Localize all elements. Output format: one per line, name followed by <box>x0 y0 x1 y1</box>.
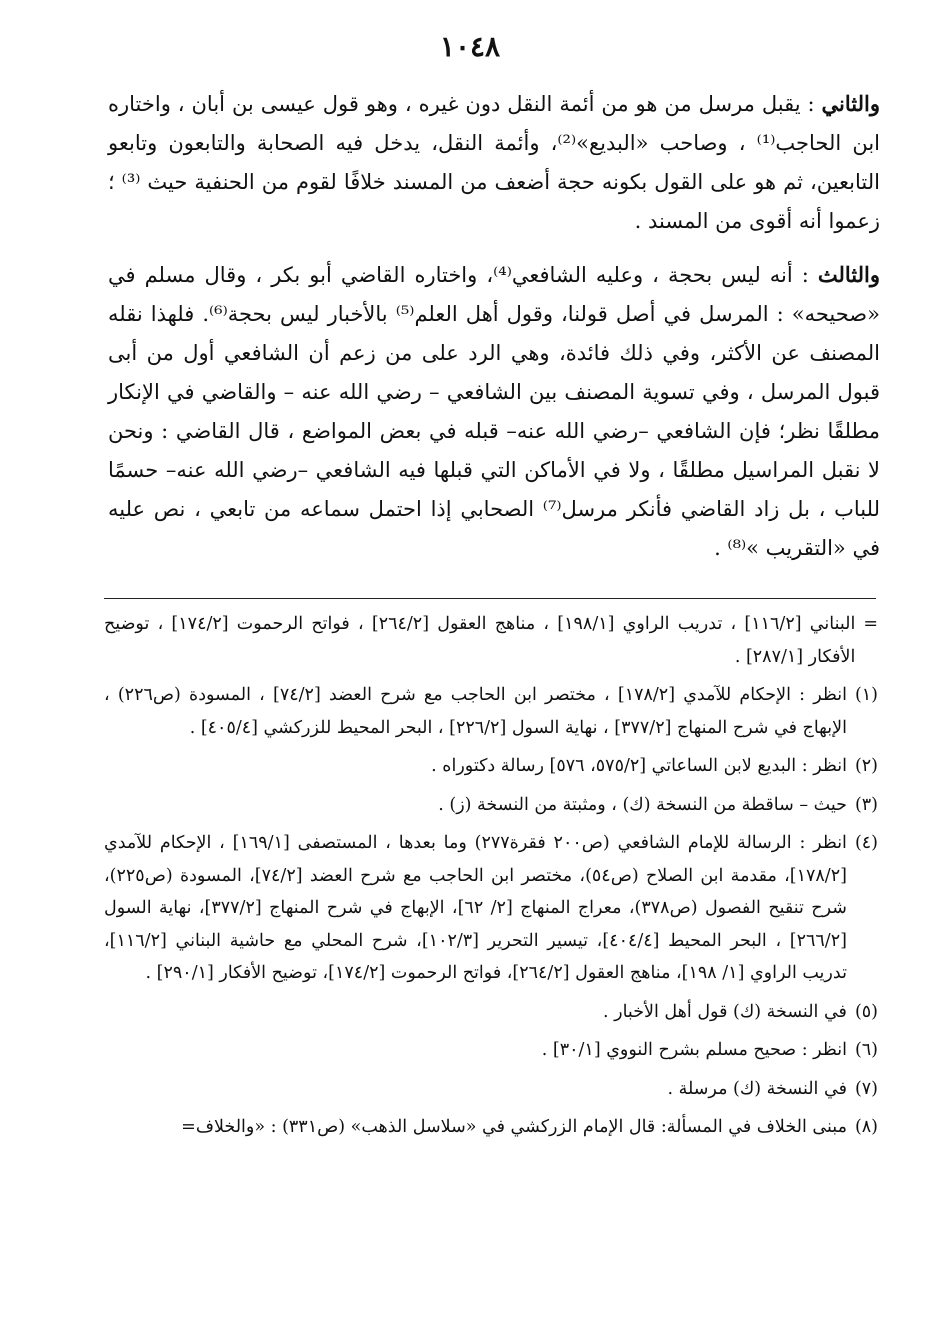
footnote-8 <box>104 1111 878 1144</box>
footnote-text: في النسخة (ك) مرسلة . <box>667 1078 847 1099</box>
footnote-6 <box>104 1034 878 1067</box>
footnote-number: (١) <box>854 685 878 705</box>
footnote-number: (٧) <box>854 1078 878 1099</box>
page-number: ١٠٤٨ <box>439 30 501 63</box>
footnote-text: انظر : البديع لابن الساعاتي [٥٧٥/٢، ٥٧٦] رسالة دكتوراه . <box>431 756 847 776</box>
footnote-number: (٣) <box>854 794 878 815</box>
footnote-4 <box>104 827 878 990</box>
footnote-1 <box>104 679 878 744</box>
footnote-7 <box>104 1073 878 1106</box>
footnote-text: انظر : الرسالة للإمام الشافعي (ص٢٠٠ فقرة٢٧٧) وما بعدها ، المستصفى [١٦٩/١] ، الإحكام للآمدي [١٧٨/٢]، مقدمة ابن الصلاح (ص٥٤)، مختصر ابن الحاجب مع شرح العضد [٧٤/٢]، المسودة (ص٢٢٥)، شرح تنقيح الفصول (ص٣٧٨)، معراج المنهاج [٢/ ٦٢]، الإبهاج في شرح المنهاج [٣٧٧/٢]، نهاية السول [٢٦٦/٢] ، البحر المحيط [٤٠٤/٤]، تيسير التحرير [١٠٢/٣]، شرح المحلي مع حاشية البناني [١١٦/٢]، تدريب الراوي [١/ ١٩٨]، مناهج العقول [٢٦٤/٢]، فواتح الرحموت [١٧٤/٢]، توضيح الأفكار [٢٩٠/١] . <box>104 833 847 983</box>
footnote-continuation <box>104 608 878 673</box>
footnote-text: انظر : الإحكام للآمدي [١٧٨/٢] ، مختصر ابن الحاجب مع شرح العضد [٧٤/٢] ، المسودة (ص٢٢٦) ، الإبهاج في شرح المنهاج [٣٧٧/٢] ، نهاية السول [٢٢٦/٢] ، البحر المحيط للزركشي [٤٠٥/٤] . <box>104 685 847 738</box>
footnote-number: = <box>863 614 878 634</box>
footnote-number: (٨) <box>854 1117 878 1137</box>
main-text <box>108 84 880 582</box>
paragraph-body: : يقبل مرسل من هو من أئمة النقل دون غيره ، وهو قول عيسى بن أبان ، واختاره ابن الحاجب⁽¹⁾ ، وصاحب «البديع»⁽²⁾، وأئمة النقل، يدخل فيه الصحابة والتابعون وتابعو التابعين، ثم هو على القول بكونه حجة أضعف من المسند خلافًا لقوم من الحنفية حيث ⁽³⁾ ؛ زعموا أنه أقوى من المسند . <box>108 92 880 233</box>
footnote-number: (٤) <box>854 833 878 853</box>
footnote-text: مبنى الخلاف في المسألة: قال الإمام الزركشي في «سلاسل الذهب» (ص٣٣١) : «والخلاف= <box>181 1117 847 1137</box>
footnote-number: (٢) <box>854 756 878 776</box>
footnote-2 <box>104 750 878 783</box>
footnote-number: (٥) <box>854 1001 878 1022</box>
footnote-divider <box>104 598 876 599</box>
paragraph-second <box>108 84 880 241</box>
paragraph-body: : أنه ليس بحجة ، وعليه الشافعي⁽⁴⁾، واختاره القاضي أبو بكر ، وقال مسلم في «صحيحه» : المرسل في أصل قولنا، وقول أهل العلم⁽⁵⁾ بالأخبار ليس بحجة⁽⁶⁾. فلهذا نقله المصنف عن الأكثر، وفي ذلك فائدة، وهي الرد على من زعم أن الشافعي أول من أبى قبول المرسل ، وفي تسوية المصنف بين الشافعي – رضي الله عنه – والقاضي في الإنكار مطلقًا نظر؛ فإن الشافعي –رضي الله عنه– قبله في بعض المواضع ، قال القاضي : ونحن لا نقبل المراسيل مطلقًا ، ولا في الأماكن التي قبلها فيه الشافعي –رضي الله عنه– حسمًا للباب ، بل زاد القاضي فأنكر مرسل⁽⁷⁾ الصحابي إذا احتمل سماعه من تابعي ، نص عليه في «التقريب »⁽⁸⁾ . <box>108 263 880 560</box>
footnote-3 <box>104 789 878 822</box>
footnotes <box>104 608 878 1150</box>
paragraph-lead: والثاني <box>821 91 880 116</box>
footnote-5 <box>104 996 878 1029</box>
paragraph-third <box>108 255 880 568</box>
footnote-text: البناني [١١٦/٢] ، تدريب الراوي [١٩٨/١] ، مناهج العقول [٢٦٤/٢] ، فواتح الرحموت [١٧٤/٢] ، توضيح الأفكار [٢٨٧/١] . <box>104 614 856 667</box>
paragraph-lead: والثالث <box>817 262 881 287</box>
footnote-number: (٦) <box>854 1040 878 1060</box>
footnote-text: انظر : صحيح مسلم بشرح النووي [٣٠/١] . <box>541 1040 847 1060</box>
footnote-text: في النسخة (ك) قول أهل الأخبار . <box>603 1001 847 1022</box>
footnote-text: حيث – ساقطة من النسخة (ك) ، ومثبتة من النسخة (ز) . <box>438 794 847 815</box>
